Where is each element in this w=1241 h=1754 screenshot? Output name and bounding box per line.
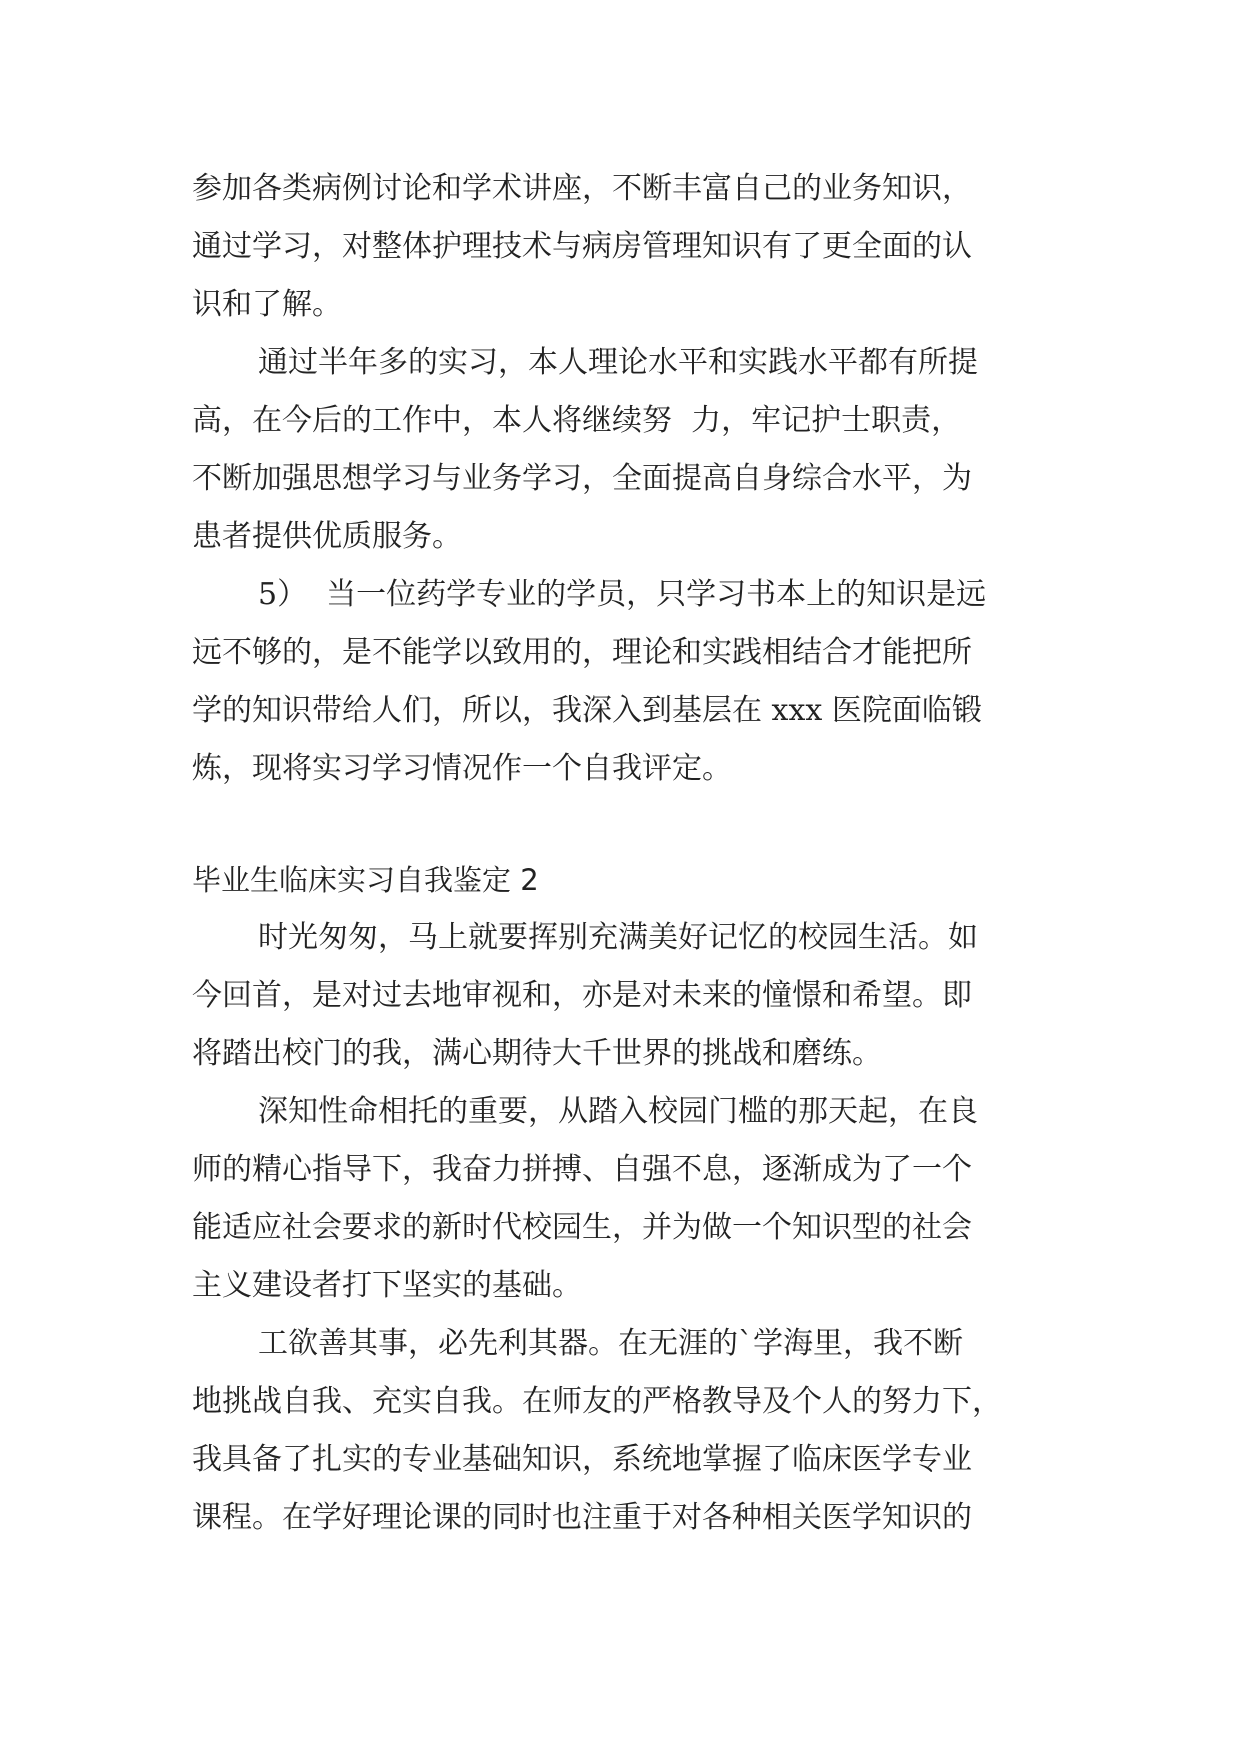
text-line: 不断加强思想学习与业务学习，全面提高自身综合水平，为 xyxy=(192,461,972,496)
text-line: 患者提供优质服务。 xyxy=(192,519,462,554)
text-line: 主义建设者打下坚实的基础。 xyxy=(192,1268,582,1303)
text-line: 参加各类病例讨论和学术讲座，不断丰富自己的业务知识， xyxy=(192,171,972,206)
text-line: 工欲善其事，必先利其器。在无涯的`学海里，我不断 xyxy=(258,1326,963,1361)
text-line: 今回首，是对过去地审视和，亦是对未来的憧憬和希望。即 xyxy=(192,978,972,1013)
text-line: 高，在今后的工作中，本人将继续努 力，牢记护士职责， xyxy=(192,403,962,438)
text-line: 课程。在学好理论课的同时也注重于对各种相关医学知识的 xyxy=(192,1500,972,1535)
text-line: 师的精心指导下，我奋力拼搏、自强不息，逐渐成为了一个 xyxy=(192,1152,972,1187)
text-line: 能适应社会要求的新时代校园生，并为做一个知识型的社会 xyxy=(192,1210,972,1245)
text-line: 远不够的，是不能学以致用的，理论和实践相结合才能把所 xyxy=(192,635,972,670)
text-line: 深知性命相托的重要，从踏入校园门槛的那天起，在良 xyxy=(258,1094,978,1129)
text-line: 通过半年多的实习，本人理论水平和实践水平都有所提 xyxy=(258,345,978,380)
text-line: 识和了解。 xyxy=(192,287,342,322)
text-line: 将踏出校门的我，满心期待大千世界的挑战和磨练。 xyxy=(192,1036,882,1071)
text-line: 时光匆匆，马上就要挥别充满美好记忆的校园生活。如 xyxy=(258,920,978,955)
text-line: 5） 当一位药学专业的学员，只学习书本上的知识是远 xyxy=(258,577,987,612)
text-line: 通过学习，对整体护理技术与病房管理知识有了更全面的认 xyxy=(192,229,972,264)
section-heading: 毕业生临床实习自我鉴定 2 xyxy=(192,863,539,897)
text-line: 我具备了扎实的专业基础知识，系统地掌握了临床医学专业 xyxy=(192,1442,972,1477)
text-line: 炼，现将实习学习情况作一个自我评定。 xyxy=(192,751,732,786)
text-line: 学的知识带给人们，所以，我深入到基层在 xxx 医院面临锻 xyxy=(192,693,982,728)
text-line: 地挑战自我、充实自我。在师友的严格教导及个人的努力下， xyxy=(192,1384,1002,1419)
